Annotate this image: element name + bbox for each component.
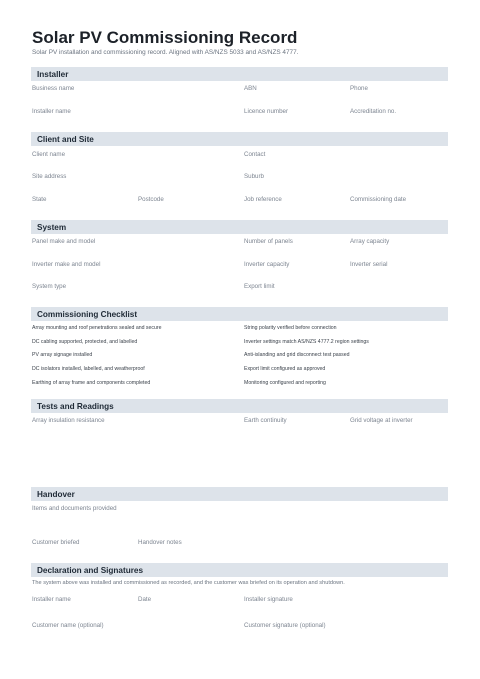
field-items-and-documents: Items and documents provided [32, 505, 117, 512]
field-array-capacity: Array capacity [350, 238, 390, 245]
field-client-name: Client name [32, 151, 66, 158]
field-inverter-capacity: Inverter capacity [244, 261, 290, 268]
field-installer-signature: Installer signature [244, 596, 293, 603]
field-array-insulation-resistance: Array insulation resistance [32, 417, 105, 424]
section-heading: Installer [37, 70, 69, 79]
field-site-address: Site address [32, 173, 67, 180]
section-tests-and-readings [31, 399, 448, 413]
field-installer-name: Installer name [32, 108, 71, 115]
field-customer-name-optional: Customer name (optional) [32, 622, 104, 629]
checklist-item: PV array signage installed [32, 352, 93, 358]
page-title: Solar PV Commissioning Record [32, 28, 298, 47]
field-accreditation-no: Accreditation no. [350, 108, 397, 115]
field-installer-name-signoff: Installer name [32, 596, 71, 603]
checklist-item: Earthing of array frame and components completed [32, 380, 151, 386]
checklist-item: Array mounting and roof penetrations sealed and secure [32, 325, 162, 331]
field-date: Date [138, 596, 152, 603]
field-job-reference: Job reference [244, 196, 282, 203]
field-postcode: Postcode [138, 196, 164, 203]
field-inverter-serial: Inverter serial [350, 261, 388, 268]
section-heading: Client and Site [37, 135, 94, 144]
section-system [31, 220, 448, 234]
checklist-item: Monitoring configured and reporting [244, 380, 326, 386]
section-commissioning-checklist [31, 307, 448, 321]
field-licence-number: Licence number [244, 108, 289, 115]
field-commissioning-date: Commissioning date [350, 196, 407, 203]
field-phone: Phone [350, 85, 368, 92]
field-suburb: Suburb [244, 173, 264, 180]
field-contact: Contact [244, 151, 266, 158]
field-grid-voltage-at-inverter: Grid voltage at inverter [350, 417, 413, 424]
field-system-type: System type [32, 283, 67, 290]
checklist-item: DC cabling supported, protected, and labelled [32, 339, 138, 345]
field-business-name: Business name [32, 85, 75, 92]
field-state: State [32, 196, 47, 203]
page-subtitle: Solar PV installation and commissioning record. Aligned with AS/NZS 5033 and AS/NZS 4777. [32, 49, 299, 56]
section-heading: Tests and Readings [37, 402, 114, 411]
field-export-limit: Export limit [244, 283, 275, 290]
section-installer [31, 67, 448, 81]
field-abn: ABN [244, 85, 257, 92]
section-heading: Declaration and Signatures [37, 566, 144, 575]
section-handover [31, 487, 448, 501]
field-number-of-panels: Number of panels [244, 238, 293, 245]
checklist-item: DC isolators installed, labelled, and weatherproof [32, 366, 145, 372]
section-heading: Commissioning Checklist [37, 310, 138, 319]
section-heading: Handover [37, 490, 75, 499]
field-customer-signature-optional: Customer signature (optional) [244, 622, 326, 629]
section-client-and-site [31, 132, 448, 146]
declaration-statement: The system above was installed and commissioned as recorded, and the customer was briefed on its operation and shutdown. [32, 580, 345, 586]
checklist-item: Export limit configured as approved [244, 366, 326, 372]
field-panel-make-model: Panel make and model [32, 238, 96, 245]
section-declaration-and-signatures [31, 563, 448, 577]
checklist-item: String polarity verified before connection [244, 325, 337, 331]
checklist-item: Inverter settings match AS/NZS 4777.2 region settings [244, 339, 369, 345]
field-earth-continuity: Earth continuity [244, 417, 287, 424]
field-handover-notes: Handover notes [138, 539, 182, 546]
field-customer-briefed: Customer briefed [32, 539, 80, 546]
checklist-item: Anti-islanding and grid disconnect test passed [244, 352, 350, 358]
field-inverter-make-model: Inverter make and model [32, 261, 101, 268]
section-heading: System [37, 223, 67, 232]
